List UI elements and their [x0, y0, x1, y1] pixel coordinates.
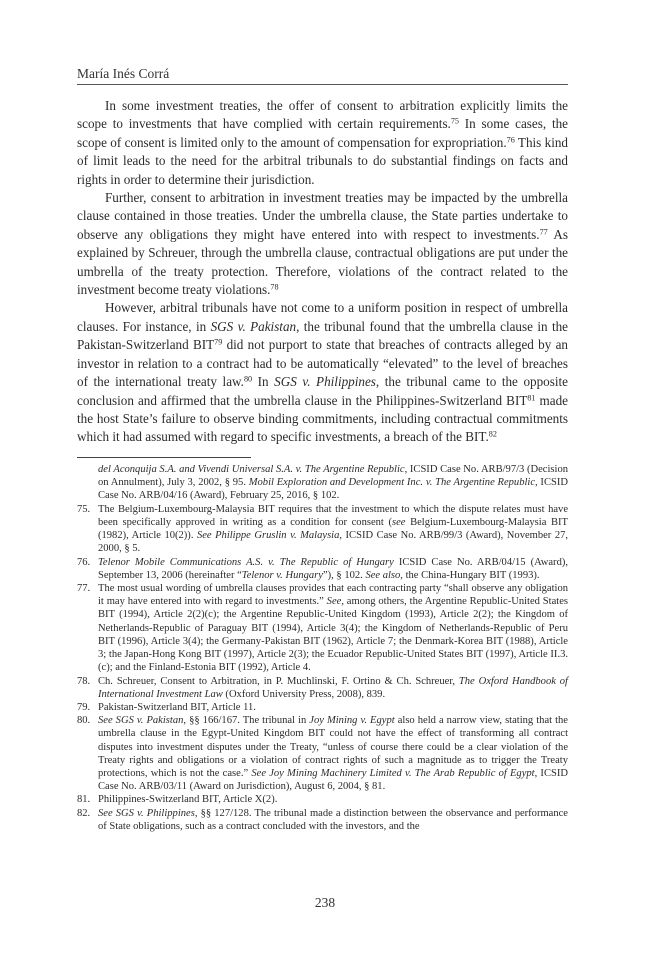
footnote-number: 77. — [77, 582, 91, 594]
footnote-text: Pakistan-Switzerland BIT, Article 11. — [98, 701, 256, 713]
footnote-79 — [77, 701, 568, 714]
footnote-76 — [77, 556, 568, 582]
footnote-text: See SGS v. Philippines, §§ 127/128. The tribunal made a distinction between the observance and performance of State obligations, such as a contract concluded with the investors, and the — [98, 807, 568, 832]
body-text — [77, 97, 568, 447]
footnote-text: The most usual wording of umbrella clauses provides that each contracting party “shall observe any obligation it may have entered into with regard to investments.” See, among others, the Argentine Republic-United States BIT (1994), Article 2(2)(c); the Argentine Republic-United Kingdom (1993), Article 2(2); the Kingdom of Netherlands-Republic of Paraguay BIT (1994), Article 3(4); the Kingdom of Netherlands-Republic of Peru BIT (1996), Article 3(4); the Germany-Pakistan BIT (1962), Article 7; the Denmark-Korea BIT (1988), Article 3; the Japan-Hong Kong BIT (1997), Article 2(3); the Ecuador Republic-United States BIT (1997), Article II.3.(c); and the Finland-Estonia BIT (1992), Article 4. — [98, 582, 568, 674]
paragraph: Further, consent to arbitration in investment treaties may be impacted by the umbrella clause contained in those treaties. Under the umbrella clause, the State parties undertake to observe any obligations they might have entered into with respect to investments.$^{77}$ As explained by Schreuer, through the umbrella clause, contractual obligations are put under the umbrella of the treaty protection. Therefore, violations of the contract related to the investment become treaty violations.$^{78}$ — [77, 190, 568, 298]
footnote-text: The Belgium-Luxembourg-Malaysia BIT requires that the investment to which the dispute relates must have been specifically approved in writing as a condition for consent (see Belgium-Luxembourg-Malaysia BIT (1982), Article 10(2)). See Philippe Gruslin v. Malaysia, ICSID Case No. ARB/99/3 (Award), November 27, 2000, § 5. — [98, 503, 569, 555]
footnote-81 — [77, 793, 568, 806]
footnote-separator — [77, 457, 251, 458]
footnotes — [77, 463, 568, 833]
footnote-number: 79. — [77, 701, 91, 713]
page-number: 238 — [314, 895, 336, 910]
footnote-82 — [77, 807, 568, 833]
footnote-80 — [77, 714, 568, 793]
footnote-number: 78. — [77, 675, 91, 687]
footnote-continued — [77, 463, 568, 503]
footnote-text: See SGS v. Pakistan, §§ 166/167. The tribunal in Joy Mining v. Egypt also held a narrow view, stating that the umbrella clause in the Egypt-United Kingdom BIT could not have the effect of transforming all contract disputes into investment disputes under the Treaty, “unless of course there could be a clear violation of the Treaty rights and obligations or a violation of contract rights of such a magnitude as to trigger the Treaty protections, which is not the case.” See Joy Mining Machinery Limited v. The Arab Republic of Egypt, ICSID Case No. ARB/03/11 (Award on Jurisdiction), August 6, 2004, § 81. — [98, 715, 568, 793]
footnote-78 — [77, 675, 568, 701]
footnote-number: 81. — [77, 794, 91, 806]
footnote-77 — [77, 582, 568, 675]
paragraph: However, arbitral tribunals have not come to a uniform position in respect of umbrella clauses. For instance, in SGS v. Pakistan, the tribunal found that the umbrella clause in the Pakistan-Switzerland BIT$^{79}$ did not purport to state that breaches of contracts alleged by an investor in relation to a contract had to be automatically “elevated” to the level of breaches of the international treaty law.$^{80}$ In SGS v. Philippines, the tribunal came to the opposite conclusion and affirmed that the umbrella clause in the Philippines-Switzerland BIT$^{81}$ made the host State’s failure to observe binding commitments, including contractual commitments which it had assumed with regard to specific investments, a breach of the BIT.$^{82}$ — [77, 300, 568, 445]
footnote-number: 80. — [77, 715, 91, 727]
footnote-75 — [77, 503, 568, 556]
footnote-text: del Aconquija S.A. and Vivendi Universal S.A. v. The Argentine Republic, ICSID Case No. ARB/97/3 (Decision on Annulment), July 3, 2002, § 95. Mobil Exploration and Development Inc. v. The Argentine Republic, ICSID Case No. ARB/04/16 (Award), February 25, 2016, § 102. — [98, 464, 568, 502]
header-rule — [77, 84, 568, 85]
footnote-text: Telenor Mobile Communications A.S. v. The Republic of Hungary ICSID Case No. ARB/04/15 (Award), September 13, 2006 (hereinafter “Telenor v. Hungary”), § 102. See also, the China-Hungary BIT (1993). — [98, 556, 568, 581]
footnote-number: 82. — [77, 807, 91, 819]
footnote-text: Ch. Schreuer, Consent to Arbitration, in P. Muchlinski, F. Ortino & Ch. Schreuer, The Oxford Handbook of International Investment Law (Oxford University Press, 2008), 839. — [98, 675, 568, 700]
footnote-text: Philippines-Switzerland BIT, Article X(2). — [98, 794, 278, 806]
running-head-author: María Inés Corrá — [77, 66, 170, 81]
footnote-number: 75. — [77, 503, 91, 515]
paragraph: In some investment treaties, the offer of consent to arbitration explicitly limits the scope to investments that have complied with certain requirements.$^{75}$ In some cases, the scope of consent is limited only to the amount of compensation for expropriation.$^{76}$ This kind of limit leads to the need for the arbitral tribunals to do substantial findings on facts and rights in order to determine their jurisdiction. — [77, 98, 568, 187]
footnote-number: 76. — [77, 556, 91, 568]
